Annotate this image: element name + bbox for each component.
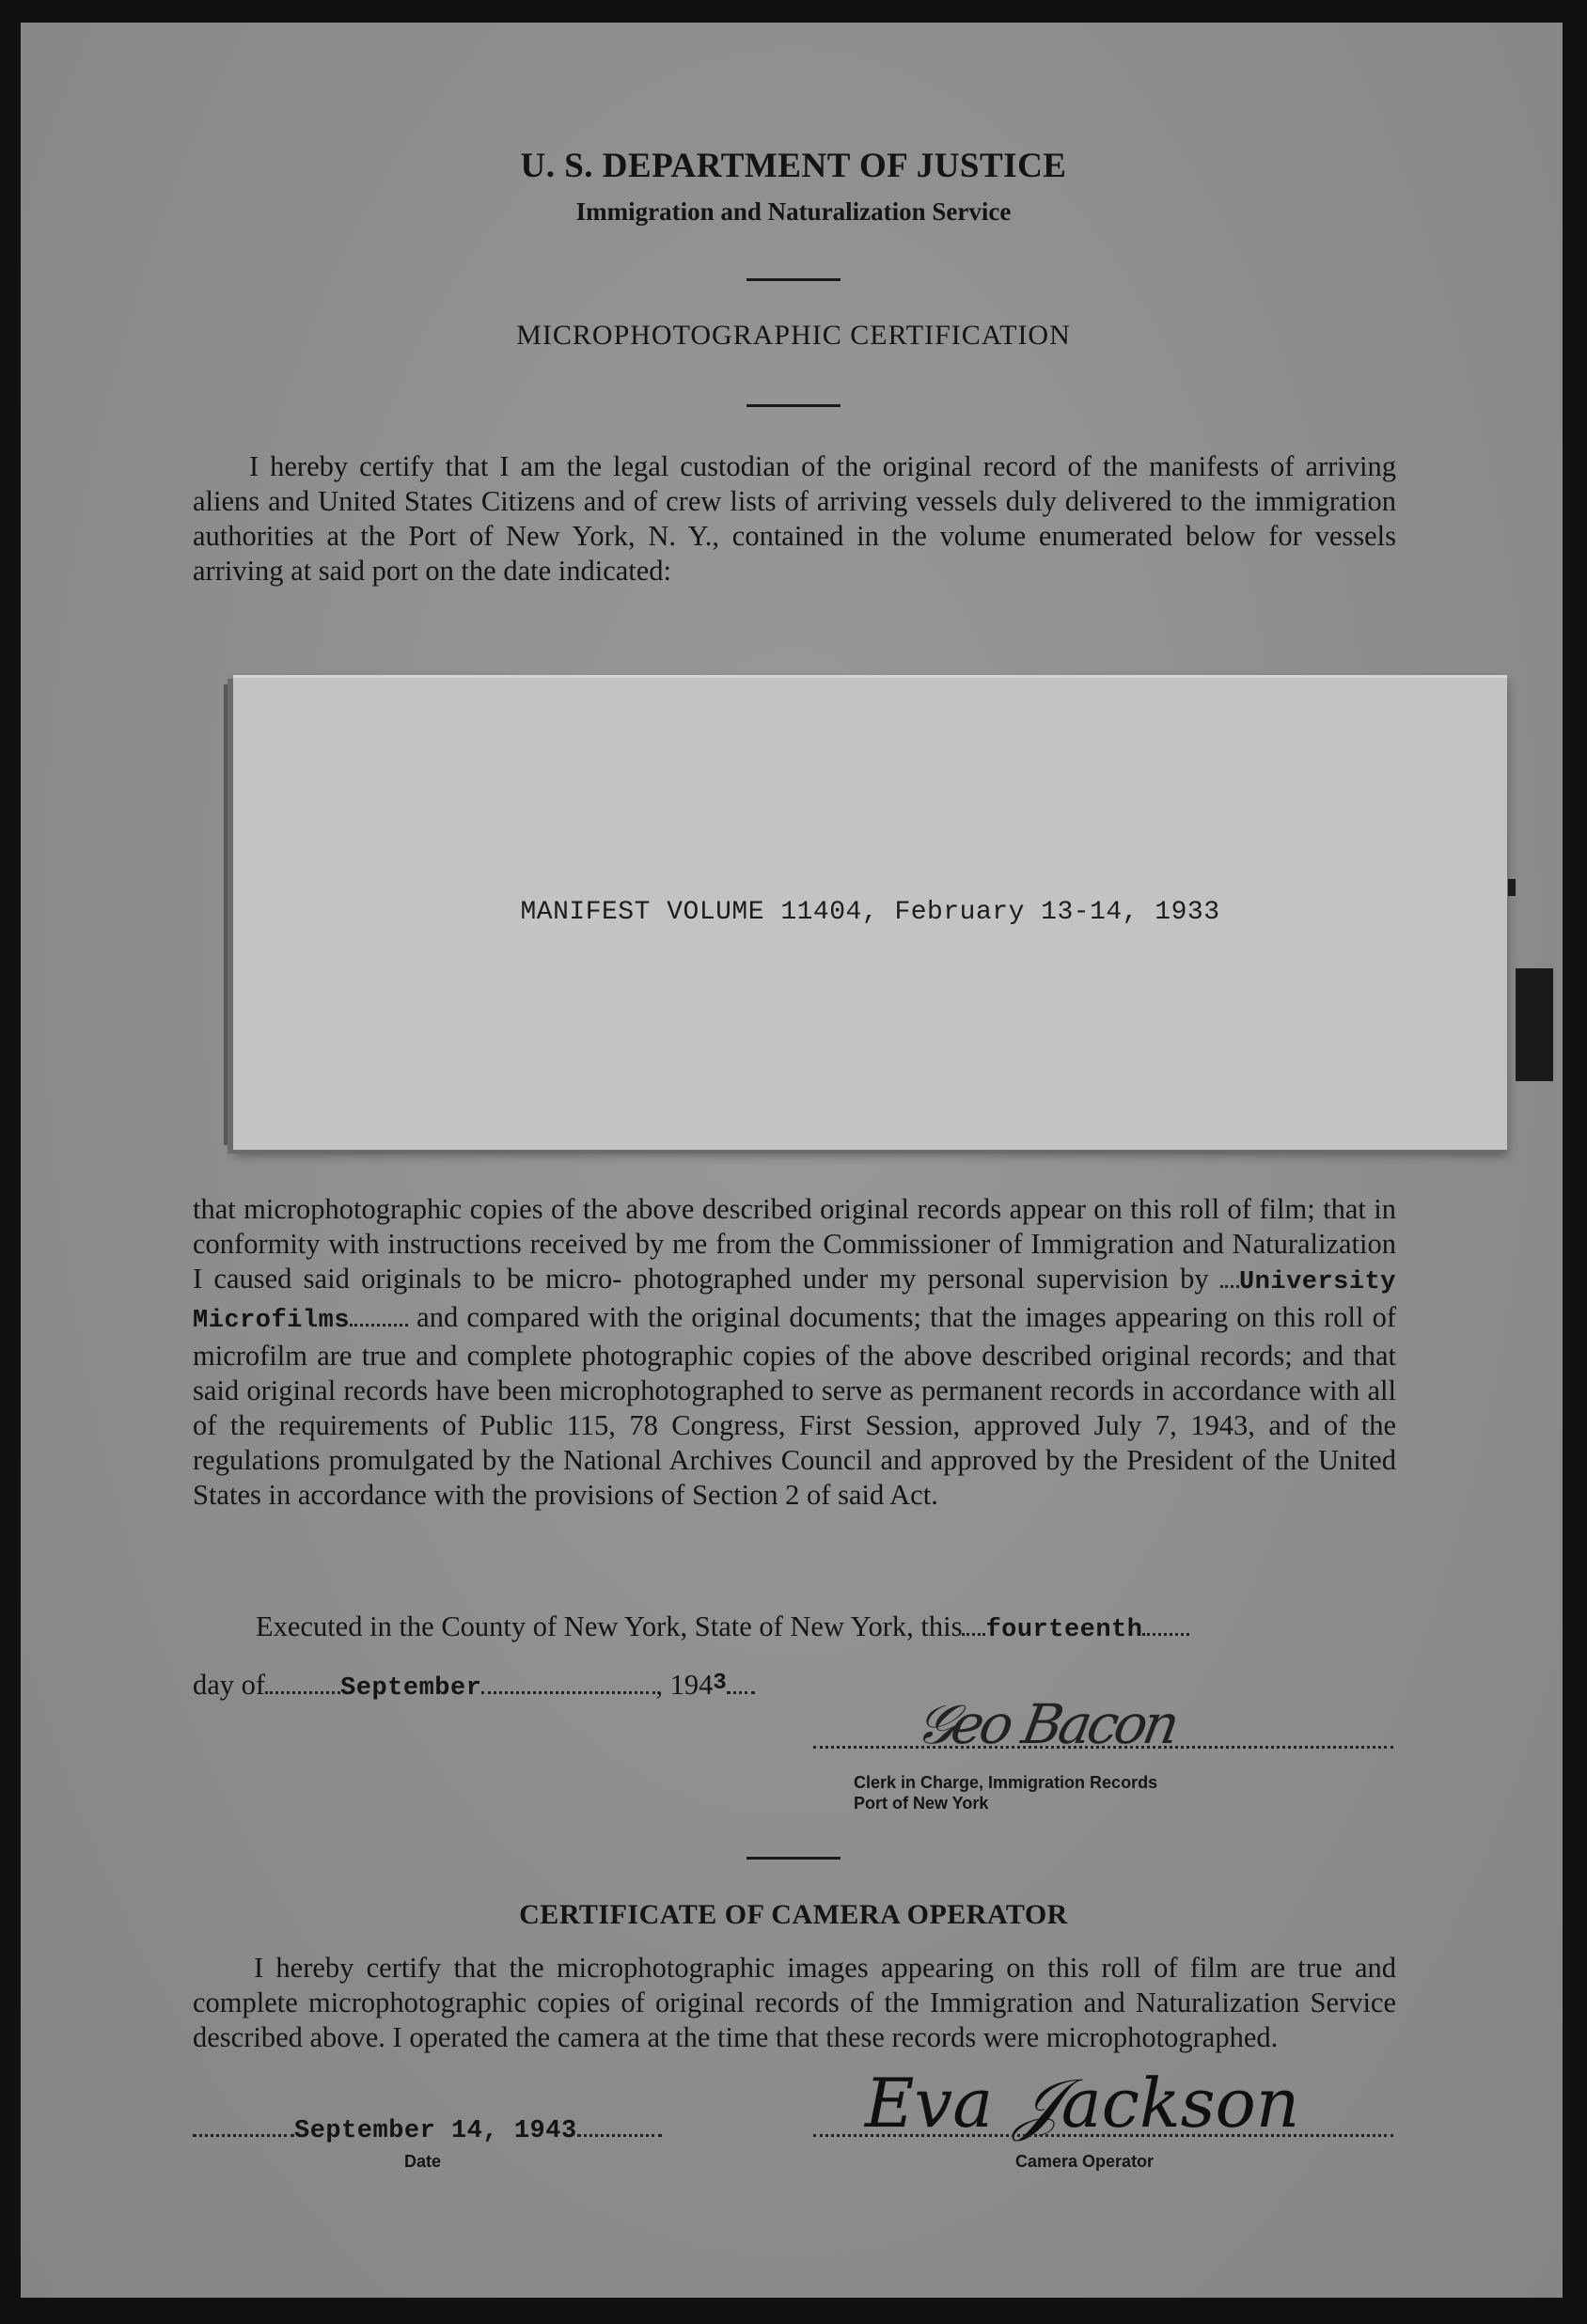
film-edge-mark — [1516, 968, 1553, 1081]
clerk-title: Clerk in Charge, Immigration Records Port of New York — [854, 1773, 1158, 1813]
service-subheading: Immigration and Naturalization Service — [575, 197, 1012, 226]
certification-paragraph-1: I hereby certify that I am the legal custodian of the original record of the manifests of arriving aliens and United States Citizens and of crew lists of arriving vessels duly delivered to the immigration authorities at the Port of New York, N. Y., contained in the volume enumerated below for vessels arriving at said port on the date indicated: — [193, 450, 1396, 587]
insert-shadow — [224, 684, 233, 1145]
camera-operator-label: Camera Operator — [1015, 2152, 1155, 2171]
operator-signature: 𝐸𝑣𝑎 𝒥𝑎𝑐𝑘𝑠𝑜𝑛 — [865, 2064, 1300, 2143]
camera-certificate-paragraph: I hereby certify that the microphotographic images appearing on this roll of film are true and complete microphotographic copies of original records of the Immigration and Naturalization Service described above. I operated the camera at the time that these records were microphotographed. — [193, 1952, 1396, 2053]
camera-date-line — [193, 2111, 662, 2149]
certification-paragraph-2: that microphotographic copies of the above described original records appear on this roll of film; that in conformity with instructions received by me from the Commissioner of Immigration and Naturalization I caused said originals to be micro- photographed under my personal supervision by University Microfilms and compared with the original documents; that the images appearing on this roll of microfilm are true and complete photographic copies of the above described original records; and that said original records have been microphotographed to serve as permanent records in accordance with all of the requirements of Public 115, 78 Congress, First Session, approved July 7, 1943, and of the regulations promulgated by the National Archives Council and approved by the President of the United States in accordance with the provisions of Section 2 of said Act. — [193, 1193, 1396, 1511]
certification-title: MICROPHOTOGRAPHIC CERTIFICATION — [516, 320, 1071, 351]
date-line: day of September , 1943 — [193, 1666, 755, 1706]
executed-line: Executed in the County of New York, State of New York, this fourteenth — [256, 1610, 1189, 1648]
divider-rule — [746, 404, 841, 407]
execution-month: September — [340, 1674, 482, 1703]
date-label: Date — [404, 2152, 442, 2171]
camera-certificate-title: CERTIFICATE OF CAMERA OPERATOR — [519, 1899, 1068, 1930]
divider-rule — [746, 278, 841, 281]
department-heading: U. S. DEPARTMENT OF JUSTICE — [520, 147, 1067, 185]
manifest-volume-label: MANIFEST VOLUME 11404, February 13-14, 1933 — [520, 898, 1220, 927]
operator-signature-line — [813, 2134, 1393, 2137]
camera-date: September 14, 1943 — [294, 2117, 577, 2145]
clerk-signature: 𝒢𝑒𝑜 𝐵𝑎𝑐𝑜𝑛 — [911, 1692, 1182, 1756]
volume-insert-card — [233, 675, 1507, 1150]
execution-year-digit: 3 — [713, 1671, 728, 1696]
signature-line — [813, 1746, 1393, 1749]
execution-day: fourteenth — [985, 1616, 1143, 1644]
microfilm-company: University Microfilms — [193, 1268, 1396, 1335]
film-edge-mark — [1508, 879, 1516, 896]
divider-rule — [746, 1857, 841, 1860]
